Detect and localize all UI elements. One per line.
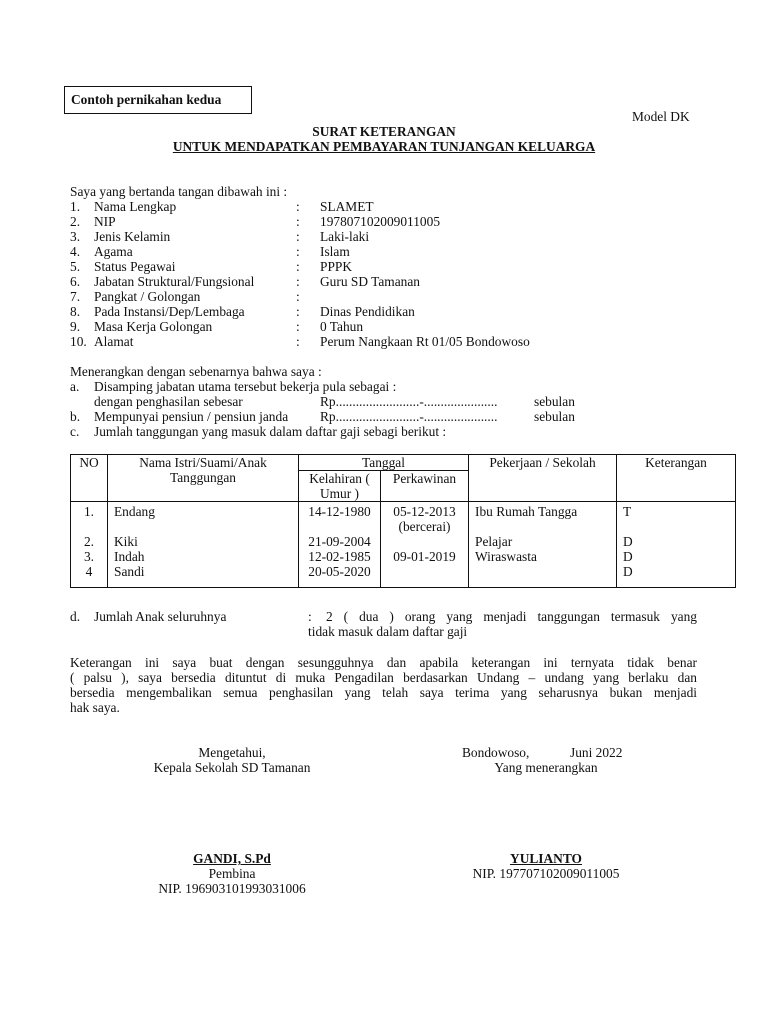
col-note — [617, 502, 736, 588]
col-birth — [299, 502, 381, 588]
row-colon: : — [296, 244, 300, 259]
right-sign-nip: NIP. 197707102009011005 — [472, 866, 620, 881]
row-birth: 12-02-1985 — [308, 549, 371, 564]
declaration-text: Menerangkan dengan sebenarnya bahwa saya : — [70, 364, 322, 379]
row-label: Agama — [94, 244, 133, 259]
row-value: Guru SD Tamanan — [320, 274, 420, 289]
row-label: Jabatan Struktural/Fungsional — [94, 274, 255, 289]
row-number: 5. — [70, 259, 81, 274]
row-label: Pangkat / Golongan — [94, 289, 201, 304]
left-sign-position: Kepala Sekolah SD Tamanan — [153, 760, 311, 775]
statement-line: ( palsu ), saya bersedia dituntut di muka Pengadilan berdasarkan Undang – undang yang berlaku dan — [70, 670, 697, 685]
document-subtitle: UNTUK MENDAPATKAN PEMBAYARAN TUNJANGAN KELUARGA — [172, 139, 596, 154]
row-number: 4. — [70, 244, 81, 259]
clause-d-colon: : — [308, 609, 312, 624]
row-marriage: 09-01-2019 — [393, 549, 456, 564]
row-colon: : — [296, 214, 300, 229]
identity-row — [70, 334, 710, 349]
row-birth: 21-09-2004 — [308, 534, 371, 549]
row-label: NIP — [94, 214, 116, 229]
left-sign-greeting: Mengetahui, — [198, 745, 266, 760]
col-job — [469, 502, 617, 588]
clause-a-income-label: dengan penghasilan sebesar — [94, 394, 243, 409]
row-colon: : — [296, 274, 300, 289]
row-value: Islam — [320, 244, 350, 259]
model-code: Model DK — [632, 109, 690, 124]
col-marriage — [381, 502, 469, 588]
row-label: Status Pegawai — [94, 259, 176, 274]
row-number: 3. — [70, 229, 81, 244]
row-no: 2. — [83, 534, 95, 549]
row-colon: : — [296, 304, 300, 319]
row-marriage-note: (bercerai) — [398, 519, 451, 534]
row-value: PPPK — [320, 259, 353, 274]
row-colon: : — [296, 229, 300, 244]
row-job: Wiraswasta — [475, 549, 537, 564]
row-colon: : — [296, 289, 300, 304]
left-sign-nip: NIP. 196903101993031006 — [158, 881, 306, 896]
clause-b-text: Mempunyai pensiun / pensiun janda — [94, 409, 289, 424]
col-name — [108, 502, 299, 588]
row-label: Masa Kerja Golongan — [94, 319, 213, 334]
identity-row — [70, 289, 710, 304]
row-name: Kiki — [114, 534, 138, 549]
row-no: 1. — [83, 504, 95, 519]
row-marriage: 05-12-2013 — [393, 504, 456, 519]
clause-c-letter: c. — [70, 424, 80, 439]
clause-d-label: Jumlah Anak seluruhnya — [94, 609, 227, 624]
row-birth: 20-05-2020 — [308, 564, 371, 579]
header-birth: Kelahiran ( Umur ) — [299, 471, 381, 502]
row-note: T — [623, 504, 632, 519]
statement-line: hak saya. — [70, 700, 120, 715]
row-no: 4 — [85, 564, 93, 579]
clause-c-text: Jumlah tanggungan yang masuk dalam daftar gaji sebagi berikut : — [94, 424, 447, 439]
header-name: Nama Istri/Suami/Anak Tanggungan — [108, 455, 299, 502]
row-value: 0 Tahun — [320, 319, 364, 334]
clause-b-amount: Rp.........................-...................... — [320, 409, 498, 424]
row-value: SLAMET — [320, 199, 374, 214]
row-label: Jenis Kelamin — [94, 229, 171, 244]
right-sign-date: Juni 2022 — [570, 745, 623, 760]
row-no: 3. — [83, 549, 95, 564]
row-colon: : — [296, 259, 300, 274]
dependents-table — [70, 454, 736, 588]
row-number: 6. — [70, 274, 81, 289]
right-sign-name: YULIANTO — [510, 851, 582, 866]
row-number: 2. — [70, 214, 81, 229]
document-title: SURAT KETERANGAN — [312, 124, 456, 139]
identity-row — [70, 304, 710, 319]
left-sign-name: GANDI, S.Pd — [193, 851, 271, 866]
row-value: Laki-laki — [320, 229, 370, 244]
table-body — [71, 502, 736, 588]
row-number: 7. — [70, 289, 81, 304]
statement-line: bersedia mengembalikan semua penghasilan yang telah saya terima yang seharusnya bukan menjadi — [70, 685, 697, 700]
header-marriage: Perkawinan — [381, 471, 469, 502]
row-label: Alamat — [94, 334, 134, 349]
row-name: Endang — [114, 504, 155, 519]
right-sign-role: Yang menerangkan — [494, 760, 598, 775]
row-value: 197807102009011005 — [320, 214, 441, 229]
clause-a-income-amount: Rp.........................-...................... — [320, 394, 498, 409]
row-colon: : — [296, 319, 300, 334]
row-number: 10. — [70, 334, 87, 349]
identity-row — [70, 319, 710, 334]
clause-b-unit: sebulan — [534, 409, 575, 424]
right-sign-place: Bondowoso, — [462, 745, 530, 760]
row-name: Indah — [114, 549, 145, 564]
row-colon: : — [296, 199, 300, 214]
row-note: D — [623, 564, 633, 579]
identity-row — [70, 199, 710, 214]
row-name: Sandi — [114, 564, 145, 579]
row-number: 9. — [70, 319, 81, 334]
identity-row — [70, 259, 710, 274]
row-label: Pada Instansi/Dep/Lembaga — [94, 304, 245, 319]
clause-a-letter: a. — [70, 379, 80, 394]
row-colon: : — [296, 334, 300, 349]
row-value: Perum Nangkaan Rt 01/05 Bondowoso — [320, 334, 530, 349]
row-number: 1. — [70, 199, 81, 214]
identity-row — [70, 244, 710, 259]
header-job: Pekerjaan / Sekolah — [469, 455, 617, 502]
clause-a-income-unit: sebulan — [534, 394, 575, 409]
clause-d-line2: tidak masuk dalam daftar gaji — [308, 624, 468, 639]
identity-row — [70, 274, 710, 289]
row-number: 8. — [70, 304, 81, 319]
row-value: Dinas Pendidikan — [320, 304, 415, 319]
clause-b-letter: b. — [70, 409, 81, 424]
row-job: Pelajar — [475, 534, 513, 549]
row-note: D — [623, 534, 633, 549]
clause-d-line1: 2 ( dua ) orang yang menjadi tanggungan termasuk yang — [326, 609, 697, 624]
col-no — [71, 502, 108, 588]
header-note: Keterangan — [617, 455, 736, 502]
row-birth: 14-12-1980 — [308, 504, 371, 519]
intro-text: Saya yang bertanda tangan dibawah ini : — [70, 184, 288, 199]
header-date: Tanggal — [299, 455, 469, 471]
header-no: NO — [71, 455, 108, 502]
row-label: Nama Lengkap — [94, 199, 177, 214]
clause-d-letter: d. — [70, 609, 81, 624]
identity-row — [70, 214, 710, 229]
example-label-box: Contoh pernikahan kedua — [64, 86, 252, 114]
clause-a-text: Disamping jabatan utama tersebut bekerja pula sebagai : — [94, 379, 397, 394]
statement-line: Keterangan ini saya buat dengan sesungguhnya dan apabila keterangan ini ternyata tidak benar — [70, 655, 697, 670]
identity-row — [70, 229, 710, 244]
row-note: D — [623, 549, 633, 564]
row-job: Ibu Rumah Tangga — [475, 504, 578, 519]
left-sign-rank: Pembina — [208, 866, 256, 881]
